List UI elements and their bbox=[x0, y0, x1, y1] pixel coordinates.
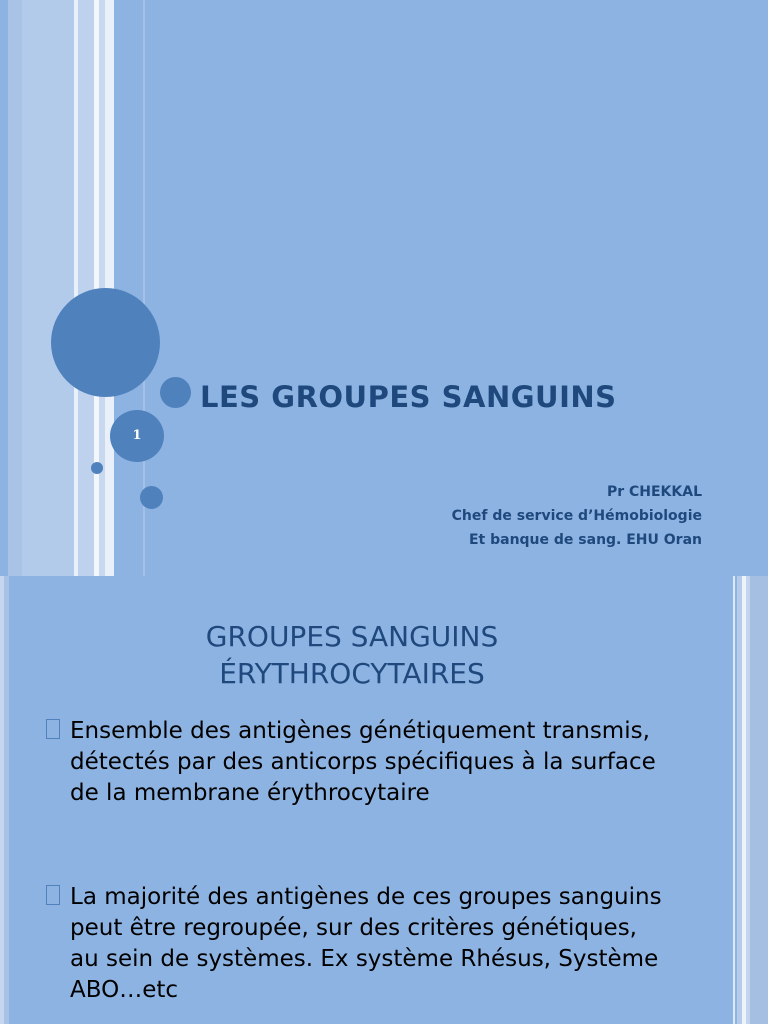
bullet-square-icon bbox=[46, 719, 60, 739]
decor-stripe bbox=[8, 0, 22, 576]
slide-title-line-2: ÉRYTHROCYTAIRES bbox=[219, 657, 485, 690]
slide-number: 1 bbox=[132, 428, 142, 443]
decor-circle bbox=[51, 288, 160, 397]
decor-circle bbox=[91, 462, 103, 474]
bullet-square-icon bbox=[46, 885, 60, 905]
author-role: Chef de service d’Hémobiologie bbox=[451, 508, 702, 524]
decor-stripe bbox=[22, 0, 74, 576]
author-affiliation: Et banque de sang. EHU Oran bbox=[468, 532, 702, 548]
decor-stripe bbox=[4, 576, 9, 1024]
list-item bbox=[46, 716, 666, 809]
decor-circle bbox=[140, 486, 163, 509]
decor-stripe bbox=[733, 576, 735, 1024]
slide-title-line-1: GROUPES SANGUINS bbox=[205, 620, 499, 653]
decor-circle bbox=[160, 377, 191, 408]
list-item bbox=[46, 882, 666, 1006]
slide-title: LES GROUPES SANGUINS bbox=[200, 380, 617, 414]
author-name: Pr CHEKKAL bbox=[606, 484, 702, 500]
content-slide bbox=[0, 576, 768, 1024]
list-item-text: Ensemble des antigènes génétiquement transmis, détectés par des anticorps spécifiques à la surface de la membrane érythrocytaire bbox=[70, 718, 656, 806]
list-item-text: La majorité des antigènes de ces groupes sanguins peut être regroupée, sur des critères génétiques, au sein de systèmes. Ex système Rhésus, Système ABO…etc bbox=[70, 884, 662, 1003]
decor-stripe bbox=[78, 0, 94, 576]
decor-stripe bbox=[750, 576, 768, 1024]
